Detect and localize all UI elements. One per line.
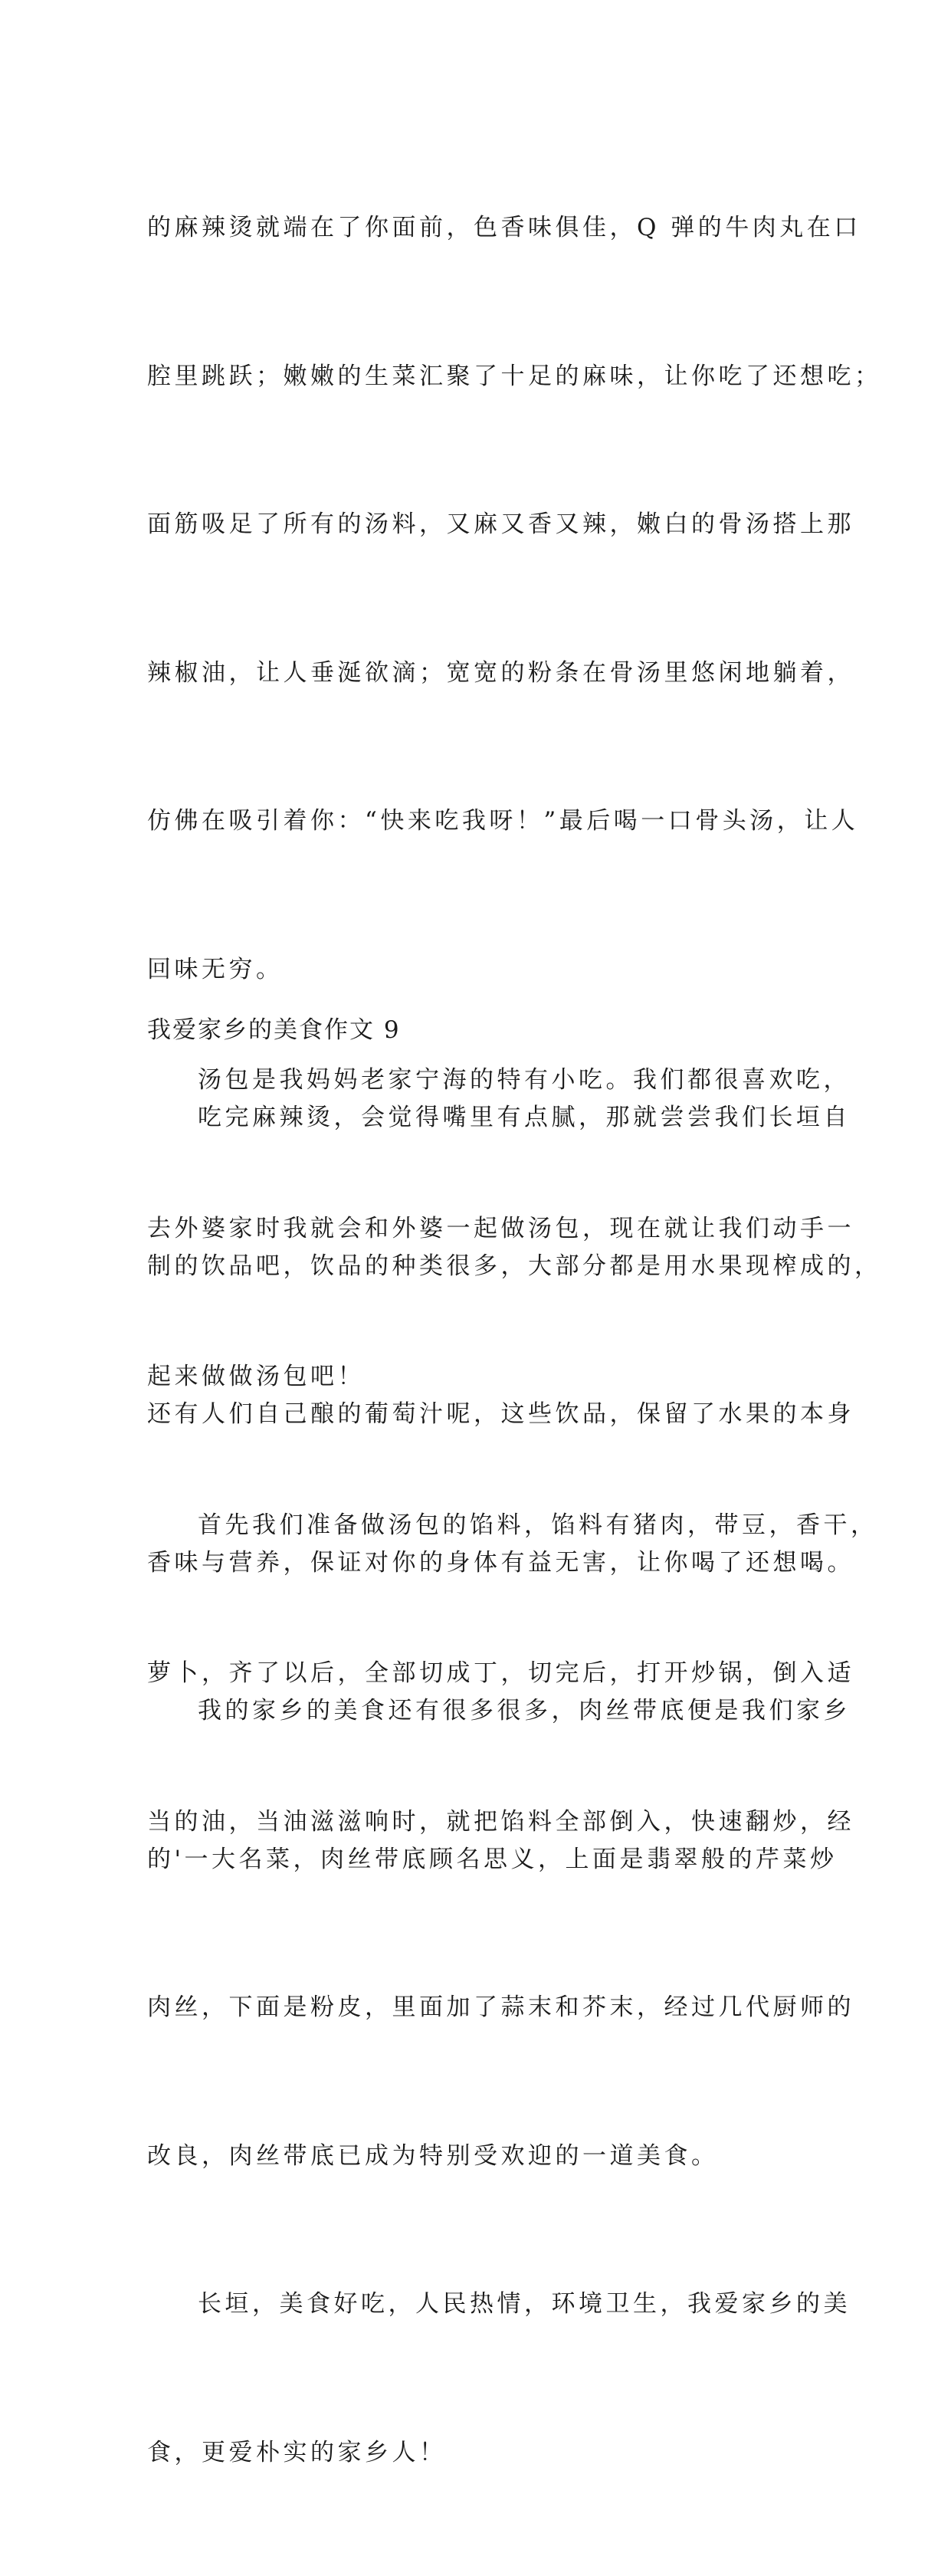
essay-body-part-2	[147, 957, 882, 1945]
text-line: 腔里跳跃；嫩嫩的生菜汇聚了十足的麻味，让你吃了还想吃；	[147, 362, 882, 390]
paragraph-first-line: 首先我们准备做汤包的馅料，馅料有猪肉，带豆，香干，	[198, 1511, 878, 1539]
text-line: 起来做做汤包吧！	[147, 1363, 365, 1390]
text-line: 制的饮品吧，饮品的种类很多，大部分都是用水果现榨成的，	[147, 1252, 882, 1280]
paragraph-first-line: 长垣，美食好吃，人民热情，环境卫生，我爱家乡的美	[198, 2290, 851, 2318]
paragraph-first-line: 吃完麻辣烫，会觉得嘴里有点腻，那就尝尝我们长垣自	[198, 1104, 851, 1131]
text-line: 去外婆家时我就会和外婆一起做汤包，现在就让我们动手一	[147, 1214, 854, 1242]
text-line: 回味无穷。	[147, 955, 284, 983]
text-line: 当的油，当油滋滋响时，就把馅料全部倒入，快速翻炒，经	[147, 1807, 854, 1836]
text-line: 的'一大名菜，肉丝带底顾名思义，上面是翡翠般的芹菜炒	[147, 1845, 838, 1873]
text-line: 萝卜，齐了以后，全部切成丁，切完后，打开炒锅，倒入适	[147, 1659, 854, 1687]
text-line: 香味与营养，保证对你的身体有益无害，让你喝了还想喝。	[147, 1548, 854, 1577]
paragraph-first-line: 汤包是我妈妈老家宁海的特有小吃。我们都很喜欢吃，	[198, 1066, 851, 1094]
text-line: 肉丝，下面是粉皮，里面加了蒜末和芥末，经过几代厨师的	[147, 1994, 854, 2021]
paragraph-first-line: 我的家乡的美食还有很多很多，肉丝带底便是我们家乡	[198, 1697, 851, 1724]
text-line: 改良，肉丝带底已成为特别受欢迎的一道美食。	[147, 2141, 719, 2170]
text-line: 面筋吸足了所有的汤料，又麻又香又辣，嫩白的骨汤搭上那	[147, 510, 854, 538]
text-line: 的麻辣烫就端在了你面前，色香味俱佳，Q 弹的牛肉丸在口	[147, 214, 861, 241]
text-line: 还有人们自己酿的葡萄汁呢，这些饮品，保留了水果的本身	[147, 1400, 854, 1428]
text-line: 仿佛在吸引着你：“快来吃我呀！”最后喝一口骨头汤，让人	[147, 807, 859, 835]
text-line: 食，更爱朴实的家乡人！	[147, 2438, 447, 2466]
section-heading: 我爱家乡的美食作文 9	[147, 1016, 401, 1044]
text-line: 辣椒油，让人垂涎欲滴；宽宽的粉条在骨汤里悠闲地躺着，	[147, 658, 854, 687]
